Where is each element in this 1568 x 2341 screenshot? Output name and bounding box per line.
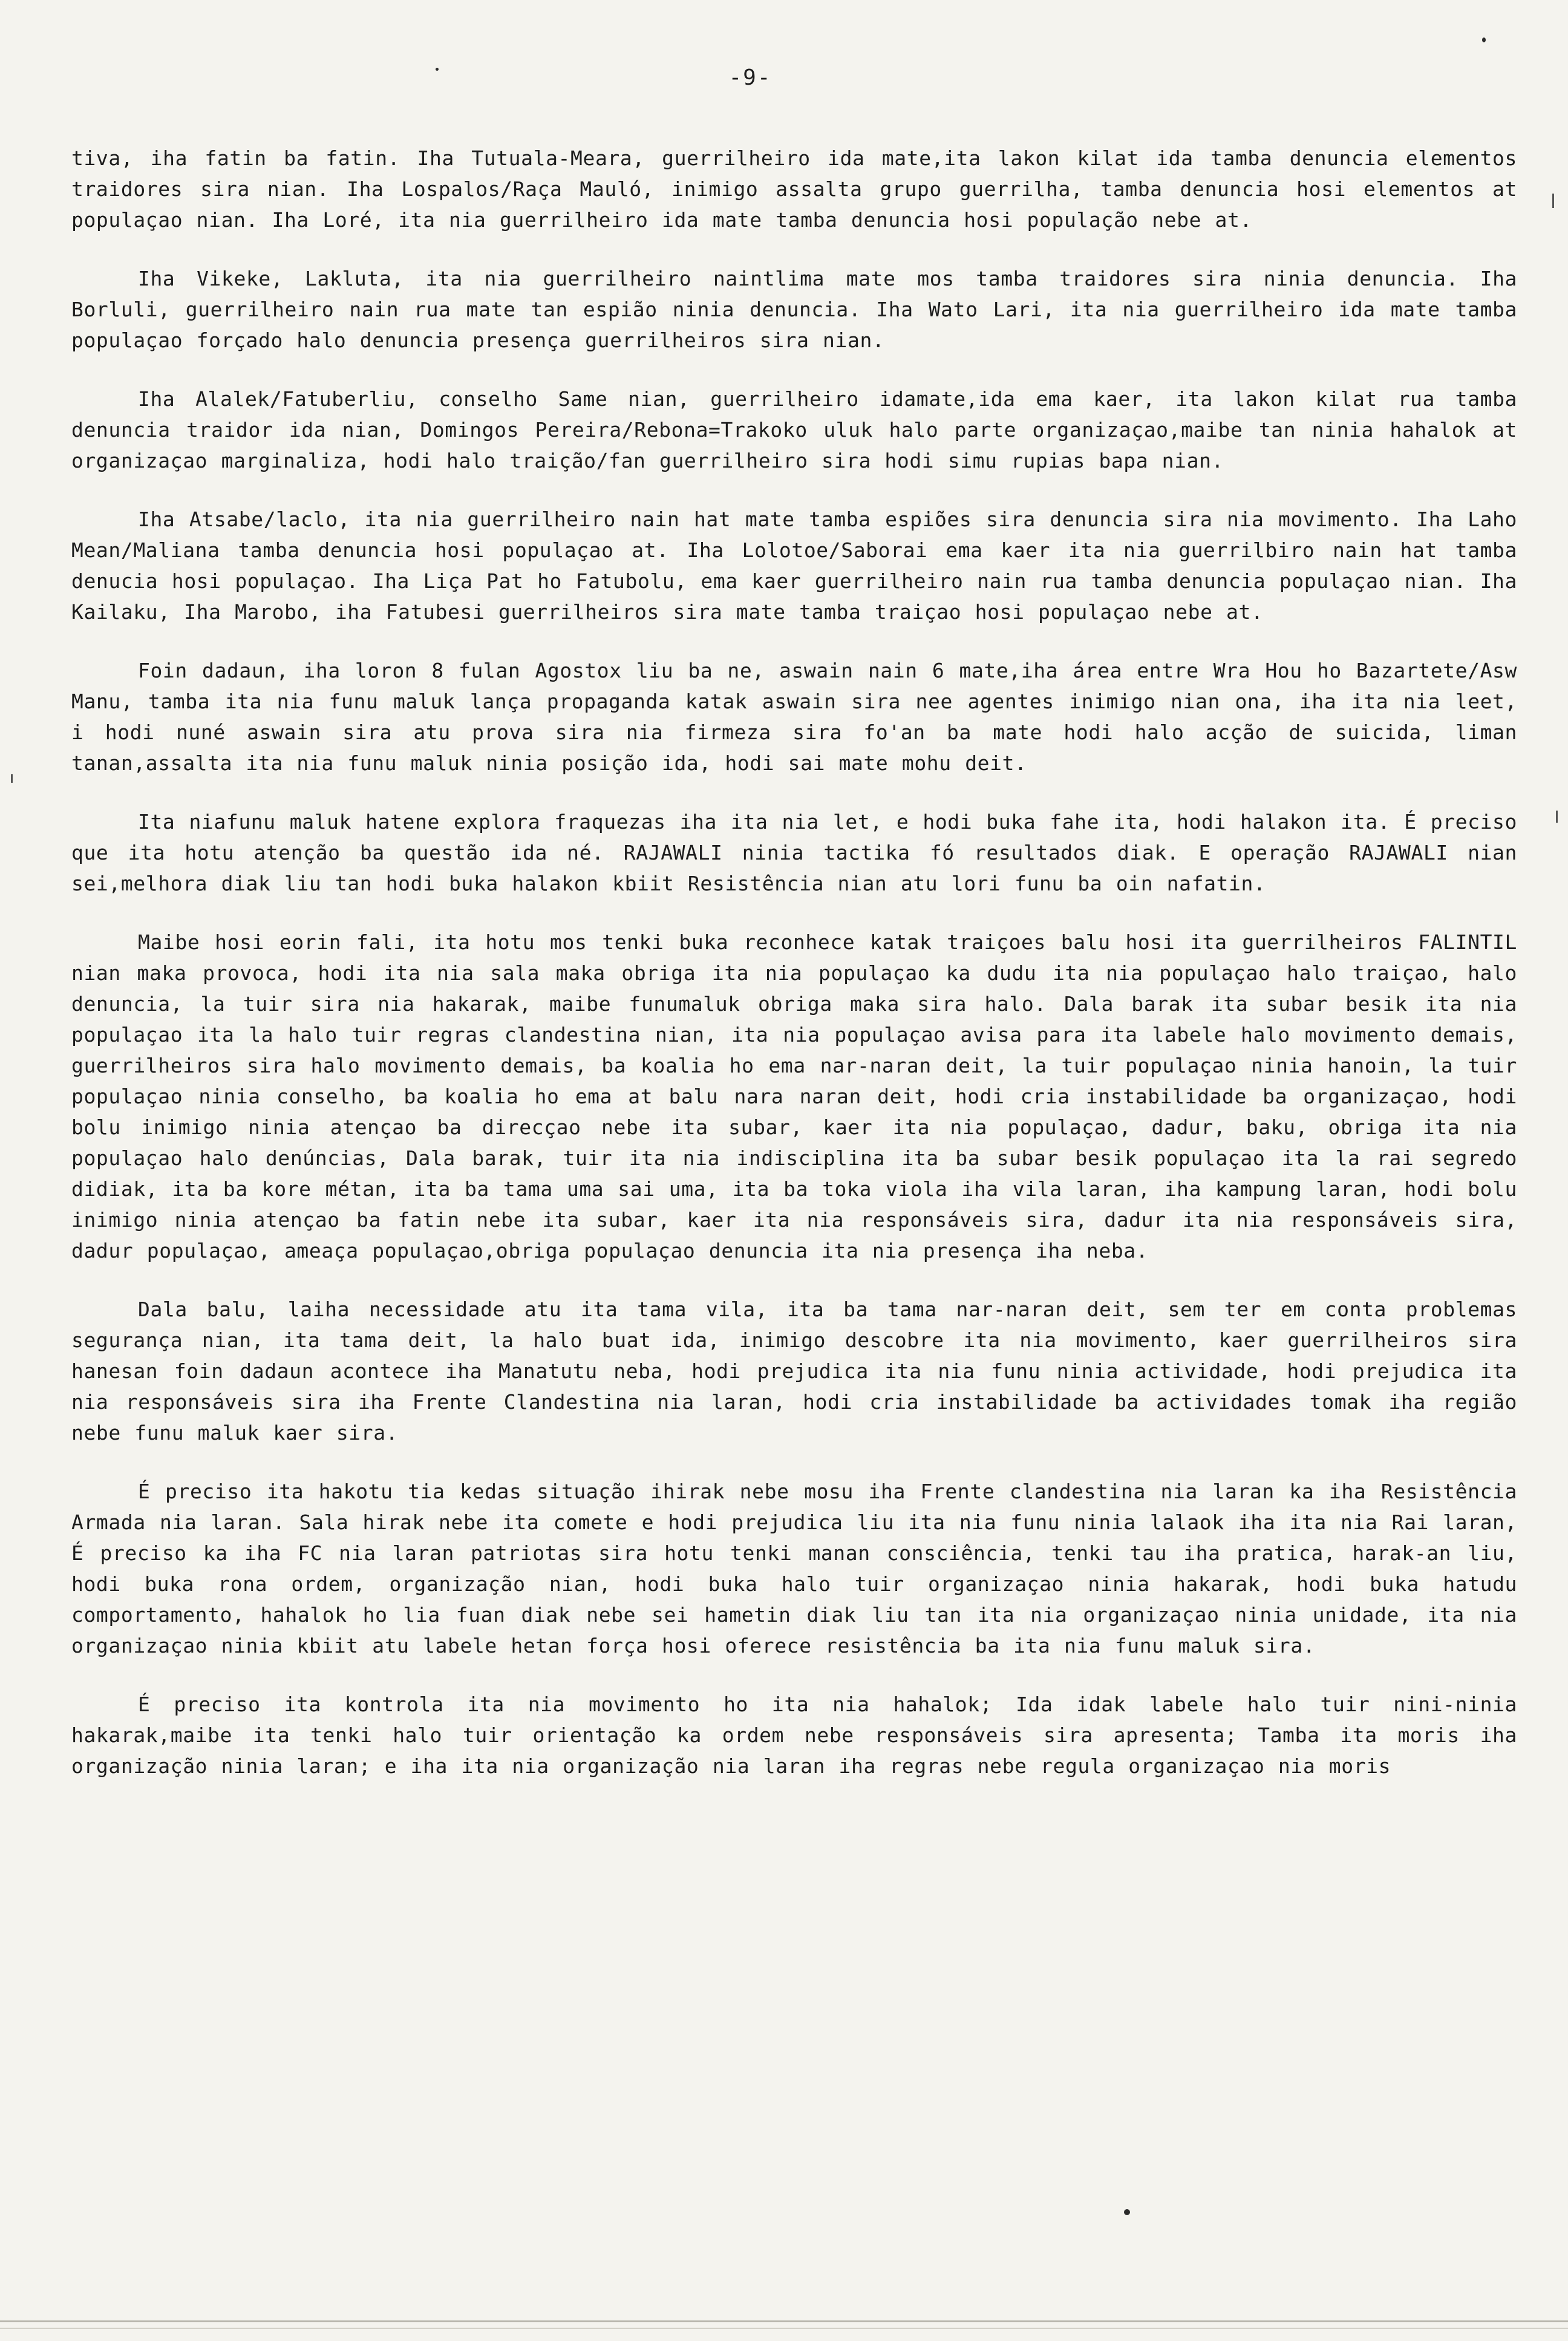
document-body (71, 143, 1517, 1809)
paragraph-6: Ita niafunu maluk hatene explora fraquezas iha ita nia let, e hodi buka fahe ita, hodi halakon ita. É preciso que ita hotu atenção ba questão ida né. RAJAWALI ninia tactika fó resultados diak. E operação RAJAWALI nian sei,melhora diak liu tan hodi buka halakon kbiit Resistência nian atu lori funu ba oin nafatin. (71, 810, 1517, 895)
paragraph-7: Maibe hosi eorin fali, ita hotu mos tenki buka reconhece katak traiçoes balu hosi ita guerrilheiros FALINTIL nian maka provoca, hodi ita nia sala maka obriga ita nia populaçao ka dudu ita nia populaçao halo traiçao, halo denuncia, la tuir sira nia hakarak, maibe funumaluk obriga maka sira halo. Dala barak ita subar besik ita nia populaçao ita la halo tuir regras clandestina nian, ita nia populaçao avisa para ita labele halo movimento demais, guerrilheiros sira halo movimento demais, ba koalia ho ema nar-naran deit, la tuir populaçao ninia hanoin, la tuir populaçao ninia conselho, ba koalia ho ema at balu nara naran deit, hodi cria instabilidade ba organizaçao, hodi bolu inimigo ninia atençao ba direcçao nebe ita subar, kaer ita nia populaçao, dadur, baku, obriga ita nia populaçao halo denúncias, Dala barak, tuir ita nia indisciplina ita ba subar besik populaçao ita la rai segredo didiak, ita ba kore métan, ita ba tama uma sai uma, ita ba toka viola iha vila laran, iha kampung laran, hodi bolu inimigo ninia atençao ba fatin nebe ita subar, kaer ita nia responsáveis sira, dadur ita nia responsáveis sira, dadur populaçao, ameaça populaçao,obriga populaçao denuncia ita nia presença iha neba. (71, 930, 1517, 1262)
margin-mark (11, 774, 13, 783)
bottom-edge-line (0, 2328, 1568, 2329)
paragraph-5: Foin dadaun, iha loron 8 fulan Agostox liu ba ne, aswain nain 6 mate,iha área entre Wra Hou ho Bazartete/Asw Manu, tamba ita nia funu maluk lança propaganda katak aswain sira nee agentes inimigo nian ona, iha ita nia leet, i hodi nuné aswain sira atu prova sira nia firmeza sira fo'an ba mate hodi halo acção de suicida, liman tanan,assalta ita nia funu maluk ninia posição ida, hodi sai mate mohu deit. (71, 659, 1517, 775)
bottom-edge-line (0, 2320, 1568, 2322)
paragraph-3: Iha Alalek/Fatuberliu, conselho Same nian, guerrilheiro idamate,ida ema kaer, ita lakon kilat rua tamba denuncia traidor ida nian, Domingos Pereira/Rebona=Trakoko uluk halo parte organizaçao,maibe tan ninia hahalok at organizaçao marginaliza, hodi halo traição/fan guerrilheiro sira hodi simu rupias bapa nian. (71, 387, 1517, 472)
scan-speck (436, 68, 439, 71)
paragraph-1: tiva, iha fatin ba fatin. Iha Tutuala-Meara, guerrilheiro ida mate,ita lakon kilat ida tamba denuncia elementos traidores sira nian. Iha Lospalos/Raça Mauló, inimigo assalta grupo guerrilha, tamba denuncia hosi elementos at populaçao nian. Iha Loré, ita nia guerrilheiro ida mate tamba denuncia hosi população nebe at. (71, 146, 1517, 232)
margin-mark (1552, 194, 1554, 208)
paragraph-9: É preciso ita hakotu tia kedas situação ihirak nebe mosu iha Frente clandestina nia laran ka iha Resistência Armada nia laran. Sala hirak nebe ita comete e hodi prejudica liu ita nia funu ninia lalaok iha ita nia Rai laran, É preciso ka iha FC nia laran patriotas sira hotu tenki manan consciência, tenki tau iha pratica, harak-an liu, hodi buka rona ordem, organização nian, hodi buka halo tuir organizaçao ninia hakarak, hodi buka hatudu comportamento, hahalok ho lia fuan diak nebe sei hametin diak liu tan ita nia organizaçao ninia unidade, ita nia organizaçao ninia kbiit atu labele hetan força hosi oferece resistência ba ita nia funu maluk sira. (71, 1480, 1517, 1657)
page-number: -9- (728, 65, 772, 90)
paragraph-8: Dala balu, laiha necessidade atu ita tama vila, ita ba tama nar-naran deit, sem ter em conta problemas segurança nian, ita tama deit, la halo buat ida, inimigo descobre ita nia movimento, kaer guerrilheiros sira hanesan foin dadaun acontece iha Manatutu neba, hodi prejudica ita nia funu ninia actividade, hodi prejudica ita nia responsáveis sira iha Frente Clandestina nia laran, hodi cria instabilidade ba actividades tomak iha região nebe funu maluk kaer sira. (71, 1298, 1517, 1445)
margin-mark (1556, 811, 1558, 823)
paragraph-4: Iha Atsabe/laclo, ita nia guerrilheiro nain hat mate tamba espiões sira denuncia sira nia movimento. Iha Laho Mean/Maliana tamba denuncia hosi populaçao at. Iha Lolotoe/Saborai ema kaer ita nia guerrilbiro nain hat tamba denucia hosi populaçao. Iha Liça Pat ho Fatubolu, ema kaer guerrilheiro nain rua tamba denuncia populaçao nian. Iha Kailaku, Iha Marobo, iha Fatubesi guerrilheiros sira mate tamba traiçao hosi populaçao nebe at. (71, 508, 1517, 624)
scan-speck (1124, 2209, 1130, 2215)
paragraph-10: É preciso ita kontrola ita nia movimento ho ita nia hahalok; Ida idak labele halo tuir nini-ninia hakarak,maibe ita tenki halo tuir orientação ka ordem nebe responsáveis sira apresenta; Tamba ita moris iha organização ninia laran; e iha ita nia organização nia laran iha regras nebe regula organizaçao nia moris (71, 1693, 1517, 1778)
scan-speck (1482, 38, 1486, 42)
paragraph-2: Iha Vikeke, Lakluta, ita nia guerrilheiro naintlima mate mos tamba traidores sira ninia denuncia. Iha Borluli, guerrilheiro nain rua mate tan espião ninia denuncia. Iha Wato Lari, ita nia guerrilheiro ida mate tamba populaçao forçado halo denuncia presença guerrilheiros sira nian. (71, 267, 1517, 352)
